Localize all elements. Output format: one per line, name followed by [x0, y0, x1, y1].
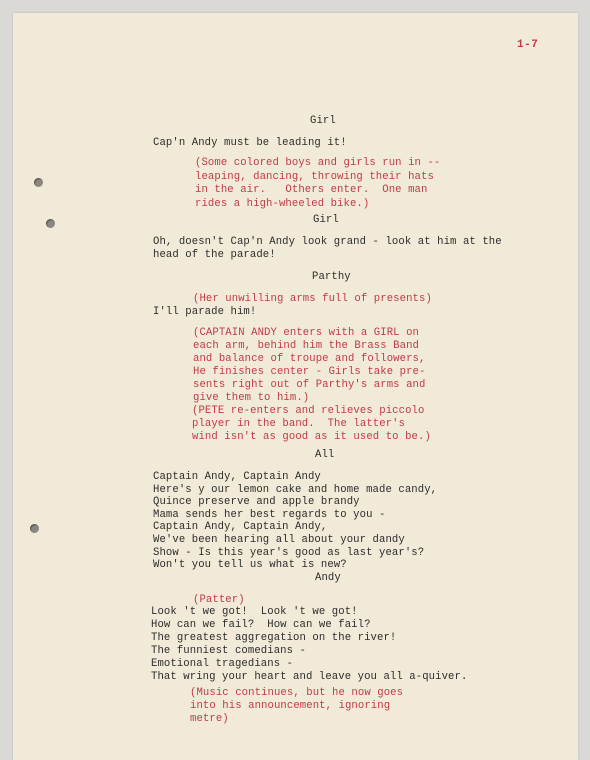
lyrics-all-line: Here's y our lemon cake and home made candy,: [153, 483, 438, 496]
speaker-girl-2-line: Girl: [313, 214, 339, 226]
direction-parthy-line: (Her unwilling arms full of presents): [193, 293, 432, 305]
dialogue-girl-2-line: Oh, doesn't Cap'n Andy look grand - look at him at the: [153, 236, 502, 248]
direction-4-line: (Music continues, but he now goes: [190, 687, 404, 699]
lyrics-all-line: Won't you tell us what is new?: [153, 559, 347, 572]
direction-2-line: and balance of troupe and followers,: [193, 353, 426, 365]
binder-hole-1: [34, 178, 43, 187]
dialogue-girl-2-line: head of the parade!: [153, 249, 276, 261]
binder-hole-2: [46, 219, 55, 228]
lyrics-all-line: Quince preserve and apple brandy: [153, 496, 360, 509]
lyrics-andy-line: The greatest aggregation on the river!: [151, 632, 397, 644]
direction-2-line: (CAPTAIN ANDY enters with a GIRL on: [193, 327, 420, 339]
direction-1-line: rides a high-wheeled bike.): [195, 197, 370, 210]
dialogue-girl-1-line: Cap'n Andy must be leading it!: [153, 137, 347, 149]
dialogue-parthy-line: I'll parade him!: [153, 306, 257, 318]
direction-2-line: He finishes center - Girls take pre-: [193, 366, 426, 378]
lyrics-all-line: Captain Andy, Captain Andy: [153, 471, 321, 483]
direction-2-line: each arm, behind him the Brass Band: [193, 340, 420, 352]
direction-1-line: leaping, dancing, throwing their hats: [195, 170, 434, 183]
direction-3-line: wind isn't as good as it used to be.): [192, 431, 431, 443]
page-number: 1-7: [517, 39, 539, 51]
direction-1-line: in the air. Others enter. One man: [195, 184, 428, 196]
lyrics-all-line: Show - Is this year's good as last year's?: [153, 546, 425, 559]
speaker-parthy-line: Parthy: [312, 271, 351, 283]
direction-4-line: metre): [190, 713, 229, 725]
lyrics-andy-line: Look 't we got! Look 't we got!: [151, 606, 358, 618]
direction-3-line: player in the band. The latter's: [192, 418, 406, 430]
lyrics-andy-line: Emotional tragedians -: [151, 658, 294, 670]
lyrics-all-line: We've been hearing all about your dandy: [153, 534, 405, 546]
binder-hole-3: [30, 524, 39, 533]
lyrics-andy-line: How can we fail? How can we fail?: [151, 619, 371, 631]
direction-2-line: give them to him.): [193, 392, 310, 404]
direction-2-line: sents right out of Parthy's arms and: [193, 379, 426, 391]
direction-4-line: into his announcement, ignoring: [190, 700, 391, 712]
speaker-all-line: All: [315, 449, 335, 461]
direction-3-line: (PETE re-enters and relieves piccolo: [192, 405, 425, 417]
lyrics-all-line: Captain Andy, Captain Andy,: [153, 521, 328, 534]
lyrics-andy-line: The funniest comedians -: [151, 645, 306, 657]
lyrics-andy-line: That wring your heart and leave you all a-quiver.: [151, 671, 468, 683]
direction-patter-line: (Patter): [193, 594, 245, 606]
lyrics-all-line: Mama sends her best regards to you -: [153, 508, 386, 521]
speaker-girl-1-line: Girl: [310, 115, 336, 127]
speaker-andy-line: Andy: [315, 572, 341, 584]
direction-1-line: (Some colored boys and girls run in --: [195, 157, 441, 169]
